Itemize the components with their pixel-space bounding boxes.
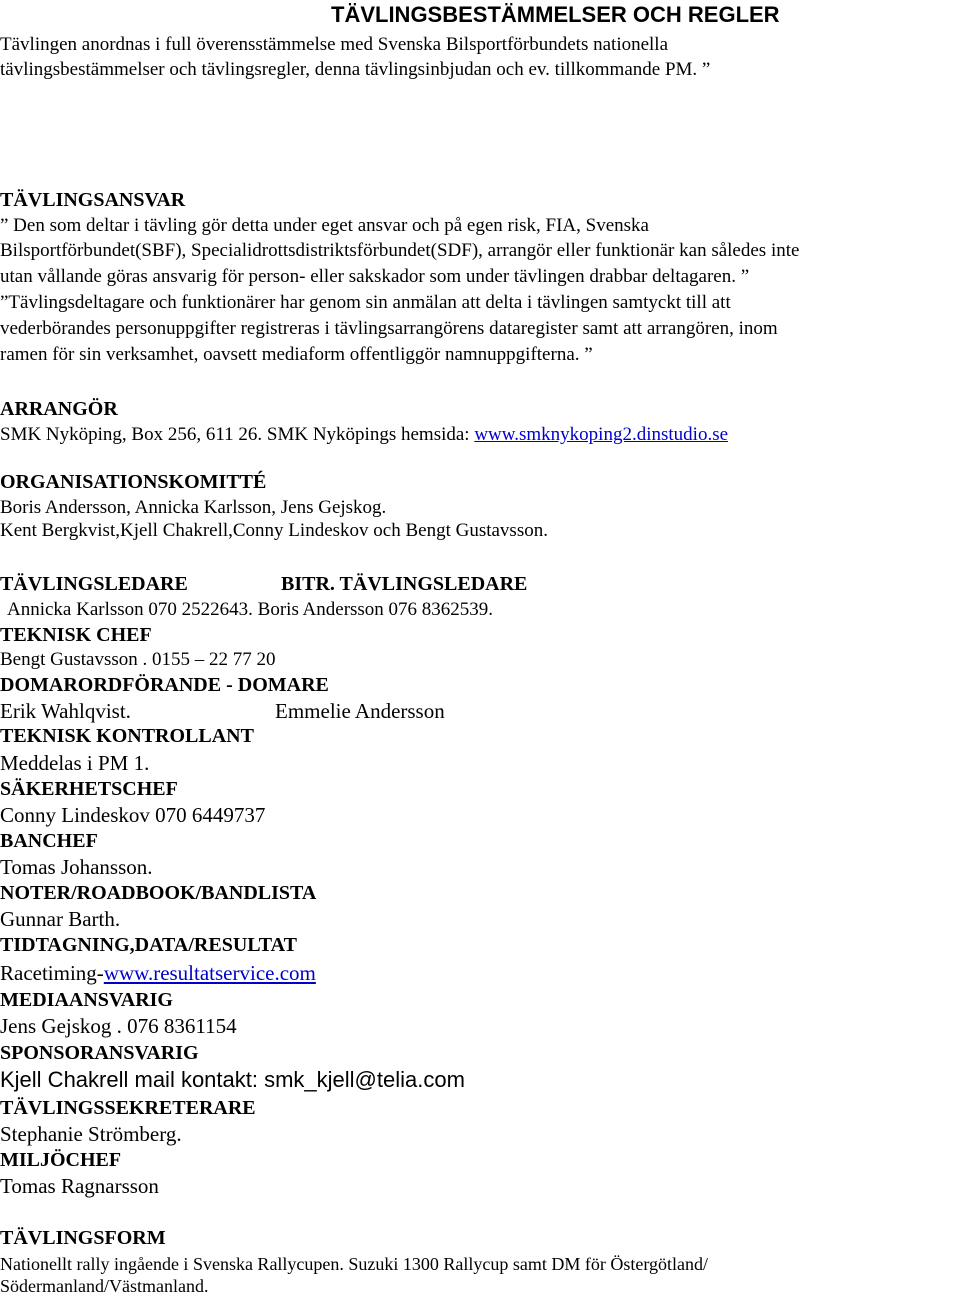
heading-tavlingsledare	[0, 572, 528, 596]
form-line-2: Södermanland/Västmanland.	[0, 1276, 209, 1296]
arrangor-line	[0, 423, 728, 447]
ansvar-line-2: Bilsportförbundet(SBF), Specialidrottsdistriktsförbundet(SDF), arrangör eller funktionär kan således inte	[0, 240, 800, 261]
heading-arrangor: ARRANGÖR	[0, 398, 118, 420]
resultatservice-link[interactable]: www.resultatservice.com	[103, 961, 316, 985]
heading-organisationskomitte: ORGANISATIONSKOMITTÉ	[0, 471, 267, 493]
heading-tavlingsledare-label: TÄVLINGSLEDARE	[0, 573, 188, 595]
heading-teknisk-kontrollant: TEKNISK KONTROLLANT	[0, 725, 254, 747]
heading-bitr-tavlingsledare: BITR. TÄVLINGSLEDARE	[281, 573, 528, 595]
sakerhet-text: Conny Lindeskov 070 6449737	[0, 803, 266, 827]
heading-teknisk-chef: TEKNISK CHEF	[0, 624, 152, 646]
domare-names	[0, 699, 445, 723]
heading-tavlingsform: TÄVLINGSFORM	[0, 1227, 166, 1249]
miljo-text: Tomas Ragnarsson	[0, 1174, 159, 1198]
form-line-1: Nationellt rally ingående i Svenska Rallycupen. Suzuki 1300 Rallycup samt DM för Östergötland/	[0, 1254, 709, 1274]
heading-sponsoransvarig: SPONSORANSVARIG	[0, 1042, 199, 1064]
ansvar-line-3: utan vållande göras ansvarig för person- eller sakskador som under tävlingen drabbar deltagaren. ”	[0, 266, 750, 287]
teknisk-chef-text: Bengt Gustavsson . 0155 – 22 77 20	[0, 649, 276, 670]
page-title: TÄVLINGSBESTÄMMELSER OCH REGLER	[331, 2, 780, 27]
sekreterare-text: Stephanie Strömberg.	[0, 1122, 182, 1146]
ansvar-line-1: ” Den som deltar i tävling gör detta under eget ansvar och på egen risk, FIA, Svenska	[0, 215, 649, 236]
heading-tidtagning: TIDTAGNING,DATA/RESULTAT	[0, 934, 297, 956]
heading-banchef: BANCHEF	[0, 830, 98, 852]
ansvar-line-5: vederbörandes personuppgifter registreras i tävlingsarrangörens dataregister samt att arrangören, inom	[0, 318, 778, 339]
komitte-line-2: Kent Bergkvist,Kjell Chakrell,Conny Lindeskov och Bengt Gustavsson.	[0, 520, 548, 541]
ledare-contacts: Annicka Karlsson 070 2522643. Boris Andersson 076 8362539.	[7, 599, 494, 620]
ansvar-line-6: ramen för sin verksamhet, oavsett mediaform offentliggör namnuppgifterna. ”	[0, 344, 593, 365]
media-text: Jens Gejskog . 076 8361154	[0, 1014, 237, 1038]
komitte-line-1: Boris Andersson, Annicka Karlsson, Jens Gejskog.	[0, 497, 387, 518]
heading-mediaansvarig: MEDIAANSVARIG	[0, 989, 173, 1011]
banchef-text: Tomas Johansson.	[0, 855, 153, 879]
domare-name-1: Erik Wahlqvist.	[0, 699, 131, 723]
arrangor-website-link[interactable]: www.smknykoping2.dinstudio.se	[474, 424, 729, 445]
heading-miljochef: MILJÖCHEF	[0, 1149, 122, 1171]
kontrollant-text: Meddelas i PM 1.	[0, 751, 150, 775]
heading-noter: NOTER/ROADBOOK/BANDLISTA	[0, 882, 317, 904]
heading-tavlingssekreterare: TÄVLINGSSEKRETERARE	[0, 1097, 256, 1119]
heading-sakerhetschef: SÄKERHETSCHEF	[0, 778, 178, 800]
sponsor-text: Kjell Chakrell mail kontakt: smk_kjell@telia.com	[0, 1067, 465, 1092]
ansvar-line-4: ”Tävlingsdeltagare och funktionärer har genom sin anmälan att delta i tävlingen samtyckt till att	[0, 292, 731, 313]
tidtagning-text: Racetiming-	[0, 961, 104, 985]
intro-line-1: Tävlingen anordnas i full överensstämmelse med Svenska Bilsportförbundets nationella	[0, 34, 669, 55]
tidtagning-line	[0, 961, 316, 985]
intro-line-2: tävlingsbestämmelser och tävlingsregler, denna tävlingsinbjudan och ev. tillkommande PM. ”	[0, 59, 711, 80]
heading-tavlingsansvar: TÄVLINGSANSVAR	[0, 189, 186, 211]
arrangor-text: SMK Nyköping, Box 256, 611 26. SMK Nyköpings hemsida:	[0, 424, 475, 445]
noter-text: Gunnar Barth.	[0, 907, 121, 931]
domare-name-2: Emmelie Andersson	[275, 699, 445, 723]
heading-domare: DOMARORDFÖRANDE - DOMARE	[0, 674, 329, 696]
